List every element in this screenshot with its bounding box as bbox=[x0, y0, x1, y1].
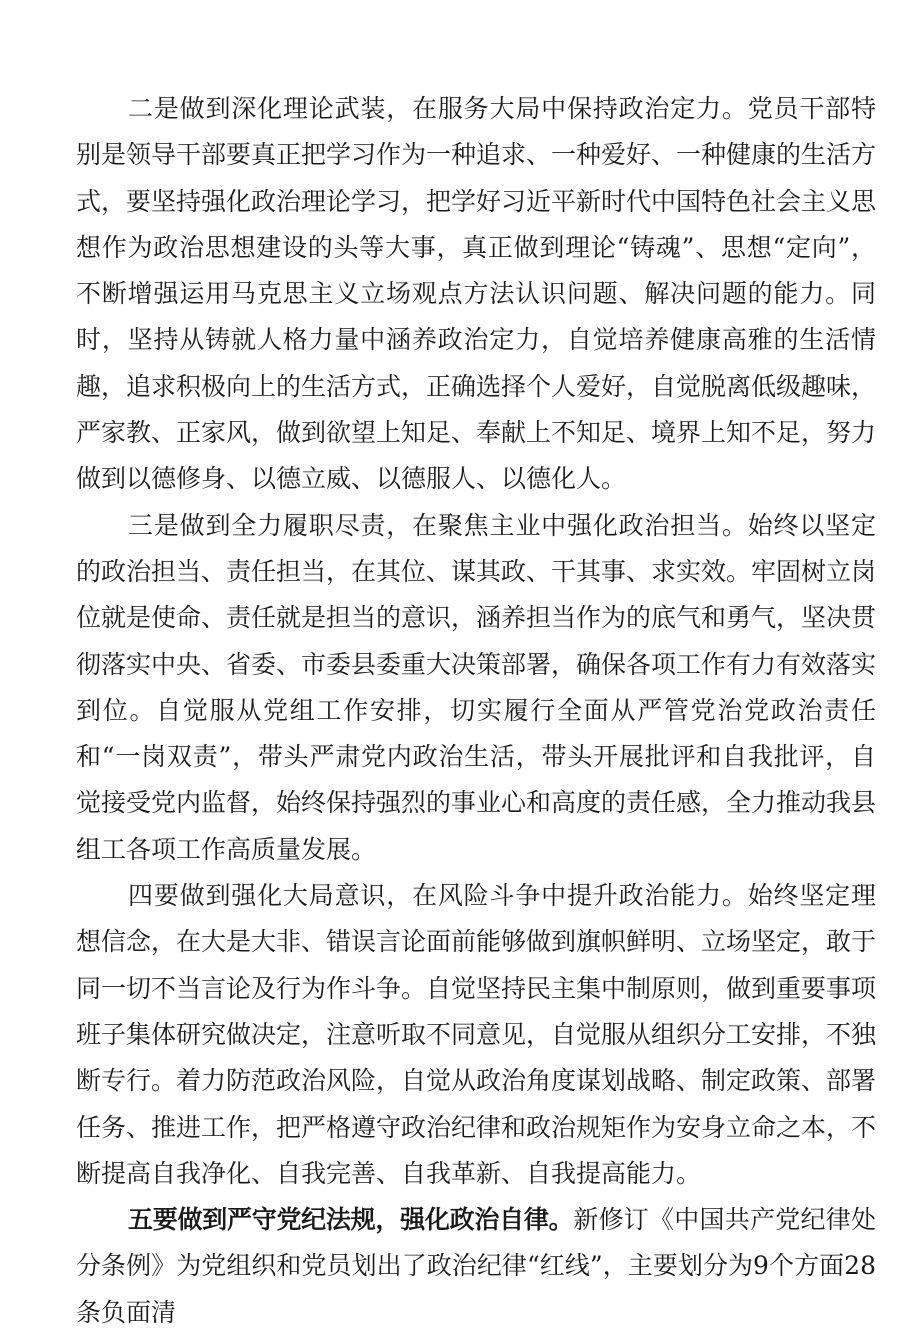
paragraph-5-heading: 五要做到严守党纪法规，强化政治自律。 bbox=[128, 1205, 574, 1235]
paragraph-4-text: 四要做到强化大局意识，在风险斗争中提升政治能力。始终坚定理想信念，在大是大非、错误言论面前能够做到旗帜鲜明、立场坚定，敢于同一切不当言论及行为作斗争。自觉坚持民主集中制原则，做到重要事项班子集体研究做决定，注意听取不同意见，自觉服从组织分工安排，不独断专行。着力防范政治风险，自觉从政治角度谋划战略、制定政策、部署任务、推进工作，把严格遵守政治纪律和政治规矩作为安身立命之本，不断提高自我净化、自我完善、自我革新、自我提高能力。 bbox=[76, 881, 877, 1188]
paragraph-4 bbox=[76, 873, 876, 1197]
paragraph-3 bbox=[76, 503, 876, 873]
paragraph-5-text: 新修订《中国共产党纪律处分条例》为党组织和党员划出了政治纪律“红线”，主要划分为9个方面28条负面清 bbox=[76, 1205, 876, 1327]
paragraph-5 bbox=[76, 1197, 876, 1336]
paragraph-2 bbox=[76, 86, 876, 503]
document-body bbox=[76, 86, 876, 1336]
paragraph-2-text: 二是做到深化理论武装，在服务大局中保持政治定力。党员干部特别是领导干部要真正把学习作为一种追求、一种爱好、一种健康的生活方式，要坚持强化政治理论学习，把学好习近平新时代中国特色社会主义思想作为政治思想建设的头等大事，真正做到理论“铸魂”、思想“定向”，不断增强运用马克思主义立场观点方法认识问题、解决问题的能力。同时，坚持从铸就人格力量中涵养政治定力，自觉培养健康高雅的生活情趣，追求积极向上的生活方式，正确选择个人爱好，自觉脱离低级趣味，严家教、正家风，做到欲望上知足、奉献上不知足、境界上知不足，努力做到以德修身、以德立威、以德服人、以德化人。 bbox=[76, 94, 877, 494]
paragraph-3-text: 三是做到全力履职尽责，在聚焦主业中强化政治担当。始终以坚定的政治担当、责任担当，在其位、谋其政、干其事、求实效。牢固树立岗位就是使命、责任就是担当的意识，涵养担当作为的底气和勇气，坚决贯彻落实中央、省委、市委县委重大决策部署，确保各项工作有力有效落实到位。自觉服从党组工作安排，切实履行全面从严管党治党政治责任和“一岗双责”，带头严肃党内政治生活，带头开展批评和自我批评，自觉接受党内监督，始终保持强烈的事业心和高度的责任感，全力推动我县组工各项工作高质量发展。 bbox=[76, 510, 877, 864]
